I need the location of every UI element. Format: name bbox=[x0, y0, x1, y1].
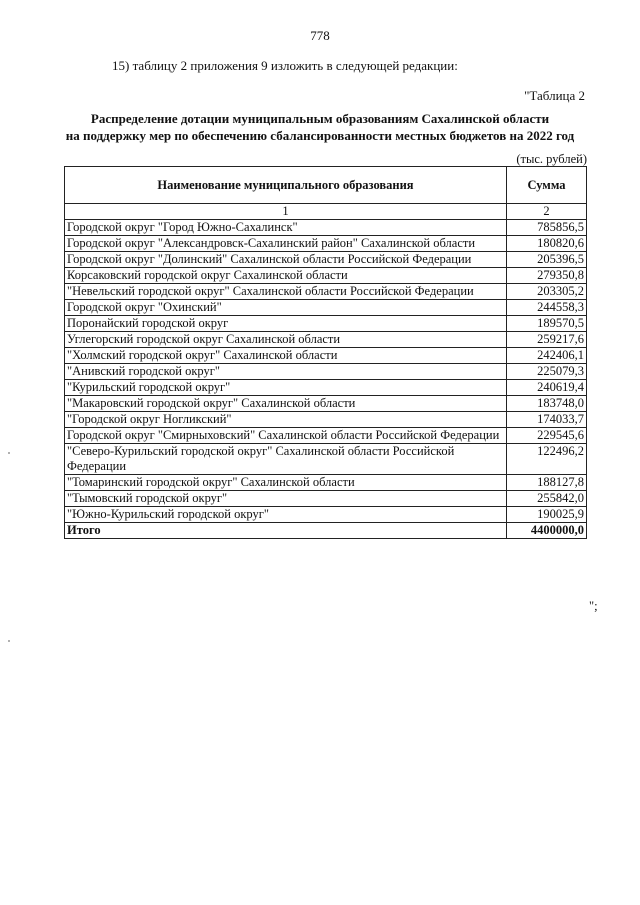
row-name: Городской округ "Александровск-Сахалинский район" Сахалинской области bbox=[65, 236, 507, 252]
row-sum: 785856,5 bbox=[507, 220, 587, 236]
row-name: "Тымовский городской округ" bbox=[65, 491, 507, 507]
subsidy-table bbox=[64, 166, 587, 539]
heading-line-2: на поддержку мер по обеспечению сбалансированности местных бюджетов на 2022 год bbox=[65, 128, 575, 143]
table-row bbox=[65, 300, 587, 316]
intro-text: 15) таблицу 2 приложения 9 изложить в следующей редакции: bbox=[112, 58, 458, 73]
table-body bbox=[65, 220, 587, 539]
row-name: "Холмский городской округ" Сахалинской области bbox=[65, 348, 507, 364]
table-row bbox=[65, 412, 587, 428]
table-row bbox=[65, 364, 587, 380]
table-row bbox=[65, 284, 587, 300]
row-name: "Южно-Курильский городской округ" bbox=[65, 507, 507, 523]
table-row bbox=[65, 332, 587, 348]
row-name: "Северо-Курильский городской округ" Сахалинской области Российской Федерации bbox=[65, 444, 507, 475]
row-name: "Городской округ Ногликский" bbox=[65, 412, 507, 428]
table-row bbox=[65, 396, 587, 412]
row-name: Городской округ "Смирныховский" Сахалинской области Российской Федерации bbox=[65, 428, 507, 444]
table-row bbox=[65, 444, 587, 475]
row-sum: 205396,5 bbox=[507, 252, 587, 268]
row-sum: 259217,6 bbox=[507, 332, 587, 348]
heading-line-1: Распределение дотации муниципальным образованиям Сахалинской области bbox=[90, 111, 550, 126]
table-row bbox=[65, 252, 587, 268]
total-sum: 4400000,0 bbox=[507, 523, 587, 539]
table-label: "Таблица 2 bbox=[524, 88, 585, 103]
scan-speck bbox=[8, 640, 10, 642]
column-number-name: 1 bbox=[65, 204, 507, 220]
table-row bbox=[65, 380, 587, 396]
closing-quote: "; bbox=[589, 599, 598, 613]
table-heading bbox=[0, 110, 640, 144]
table-row bbox=[65, 428, 587, 444]
table-row bbox=[65, 507, 587, 523]
row-sum: 203305,2 bbox=[507, 284, 587, 300]
column-number-sum: 2 bbox=[507, 204, 587, 220]
row-name: "Анивский городской округ" bbox=[65, 364, 507, 380]
total-label: Итого bbox=[65, 523, 507, 539]
table-row bbox=[65, 220, 587, 236]
row-name: Городской округ "Город Южно-Сахалинск" bbox=[65, 220, 507, 236]
row-name: Городской округ "Долинский" Сахалинской области Российской Федерации bbox=[65, 252, 507, 268]
row-name: Углегорский городской округ Сахалинской области bbox=[65, 332, 507, 348]
table-row bbox=[65, 475, 587, 491]
column-number-row bbox=[65, 204, 587, 220]
row-name: Городской округ "Охинский" bbox=[65, 300, 507, 316]
row-sum: 242406,1 bbox=[507, 348, 587, 364]
row-sum: 174033,7 bbox=[507, 412, 587, 428]
header-row bbox=[65, 167, 587, 204]
row-sum: 240619,4 bbox=[507, 380, 587, 396]
header-name: Наименование муниципального образования bbox=[65, 167, 507, 204]
table-row bbox=[65, 316, 587, 332]
row-name: Корсаковский городской округ Сахалинской области bbox=[65, 268, 507, 284]
row-sum: 244558,3 bbox=[507, 300, 587, 316]
row-sum: 229545,6 bbox=[507, 428, 587, 444]
header-sum: Сумма bbox=[507, 167, 587, 204]
table-row bbox=[65, 491, 587, 507]
table-row bbox=[65, 348, 587, 364]
row-name: "Макаровский городской округ" Сахалинской области bbox=[65, 396, 507, 412]
row-sum: 122496,2 bbox=[507, 444, 587, 475]
scan-speck bbox=[8, 452, 10, 454]
page-number: 778 bbox=[310, 28, 330, 43]
row-sum: 180820,6 bbox=[507, 236, 587, 252]
table-row bbox=[65, 236, 587, 252]
row-sum: 279350,8 bbox=[507, 268, 587, 284]
table-row bbox=[65, 268, 587, 284]
total-row bbox=[65, 523, 587, 539]
row-name: "Томаринский городской округ" Сахалинской области bbox=[65, 475, 507, 491]
units-label: (тыс. рублей) bbox=[516, 152, 587, 166]
row-name: "Невельский городской округ" Сахалинской области Российской Федерации bbox=[65, 284, 507, 300]
row-name: Поронайский городской округ bbox=[65, 316, 507, 332]
row-sum: 190025,9 bbox=[507, 507, 587, 523]
row-sum: 188127,8 bbox=[507, 475, 587, 491]
row-name: "Курильский городской округ" bbox=[65, 380, 507, 396]
row-sum: 255842,0 bbox=[507, 491, 587, 507]
row-sum: 225079,3 bbox=[507, 364, 587, 380]
row-sum: 189570,5 bbox=[507, 316, 587, 332]
row-sum: 183748,0 bbox=[507, 396, 587, 412]
